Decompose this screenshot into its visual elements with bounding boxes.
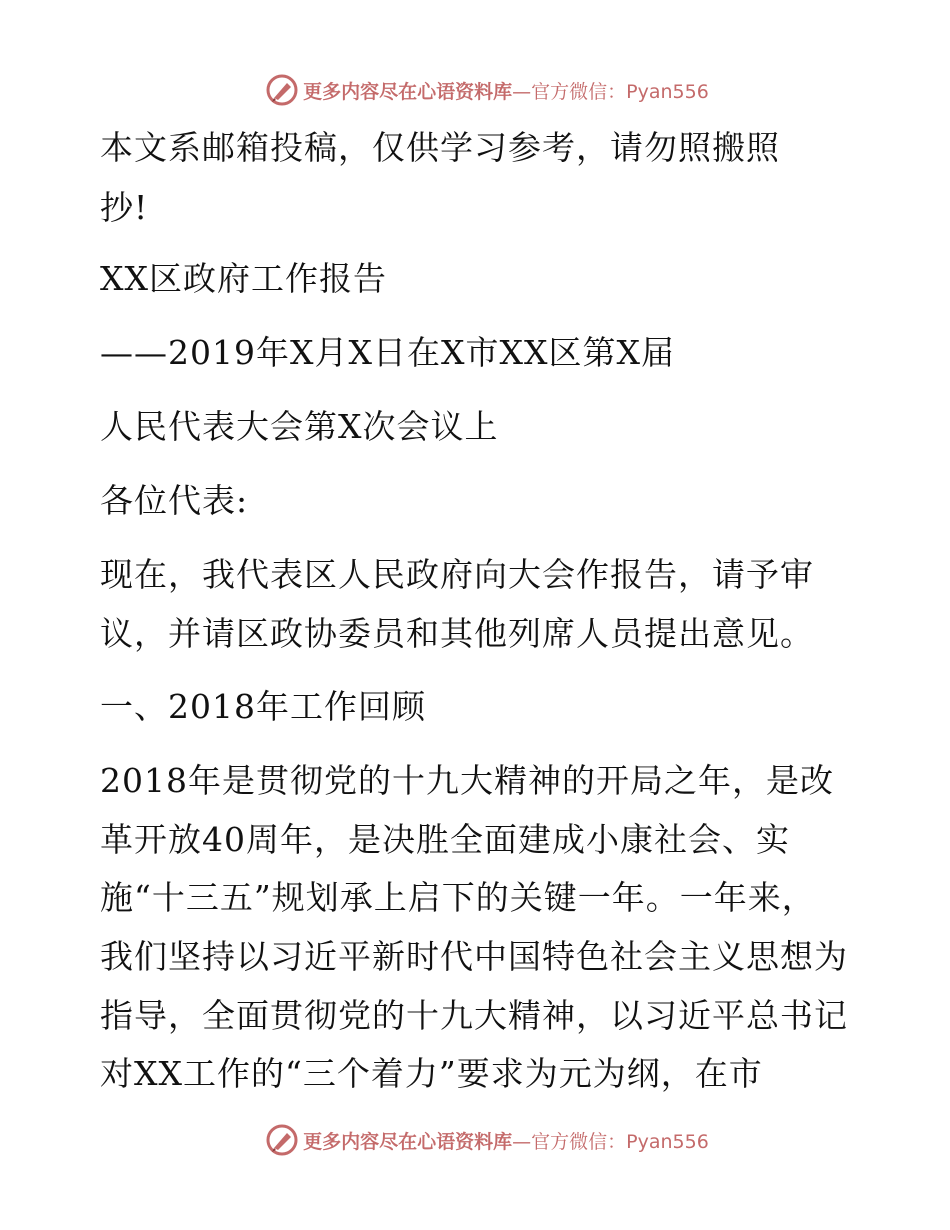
header-watermark-inner: [265, 73, 709, 107]
intro-line-1: 现在，我代表区人民政府向大会作报告，请予审: [100, 555, 814, 594]
section-heading: 一、2018年工作回顾: [100, 687, 426, 726]
header-watermark-banner: [0, 70, 950, 110]
footer-watermark-banner: [0, 1120, 950, 1160]
report-subtitle-line-2: 人民代表大会第X次会议上: [100, 407, 499, 446]
footer-watermark-text: 更多内容尽在心语资料库: [303, 1130, 513, 1153]
report-subtitle-line-1: ——2019年X月X日在X市XX区第X届: [100, 333, 675, 372]
intro-line-2: 议，并请区政协委员和其他列席人员提出意见。: [100, 614, 814, 653]
pen-logo-icon: [265, 1123, 299, 1157]
footer-watermark-wechat: —官方微信：Pyan556: [512, 1130, 709, 1153]
footer-watermark-inner: [265, 1123, 709, 1157]
notice-line-1: 本文系邮箱投稿，仅供学习参考，请勿照搬照: [100, 128, 780, 167]
paragraph-line-3: 施“十三五”规划承上启下的关键一年。一年来，: [100, 878, 816, 917]
salutation: 各位代表:: [100, 481, 249, 520]
paragraph-line-6: 对XX工作的“三个着力”要求为元为纲，在市: [100, 1054, 763, 1093]
paragraph-line-5: 指导，全面贯彻党的十九大精神，以习近平总书记: [100, 996, 848, 1035]
header-watermark-text: 更多内容尽在心语资料库: [303, 80, 513, 103]
paragraph-line-4: 我们坚持以习近平新时代中国特色社会主义思想为: [100, 937, 848, 976]
paragraph-line-1: 2018年是贯彻党的十九大精神的开局之年，是改: [100, 761, 834, 800]
paragraph-line-2: 革开放40周年，是决胜全面建成小康社会、实: [100, 820, 790, 859]
pen-logo-icon: [265, 73, 299, 107]
header-watermark-wechat: —官方微信：Pyan556: [512, 80, 709, 103]
notice-line-2: 抄!: [100, 188, 149, 227]
report-title: XX区政府工作报告: [100, 259, 387, 298]
